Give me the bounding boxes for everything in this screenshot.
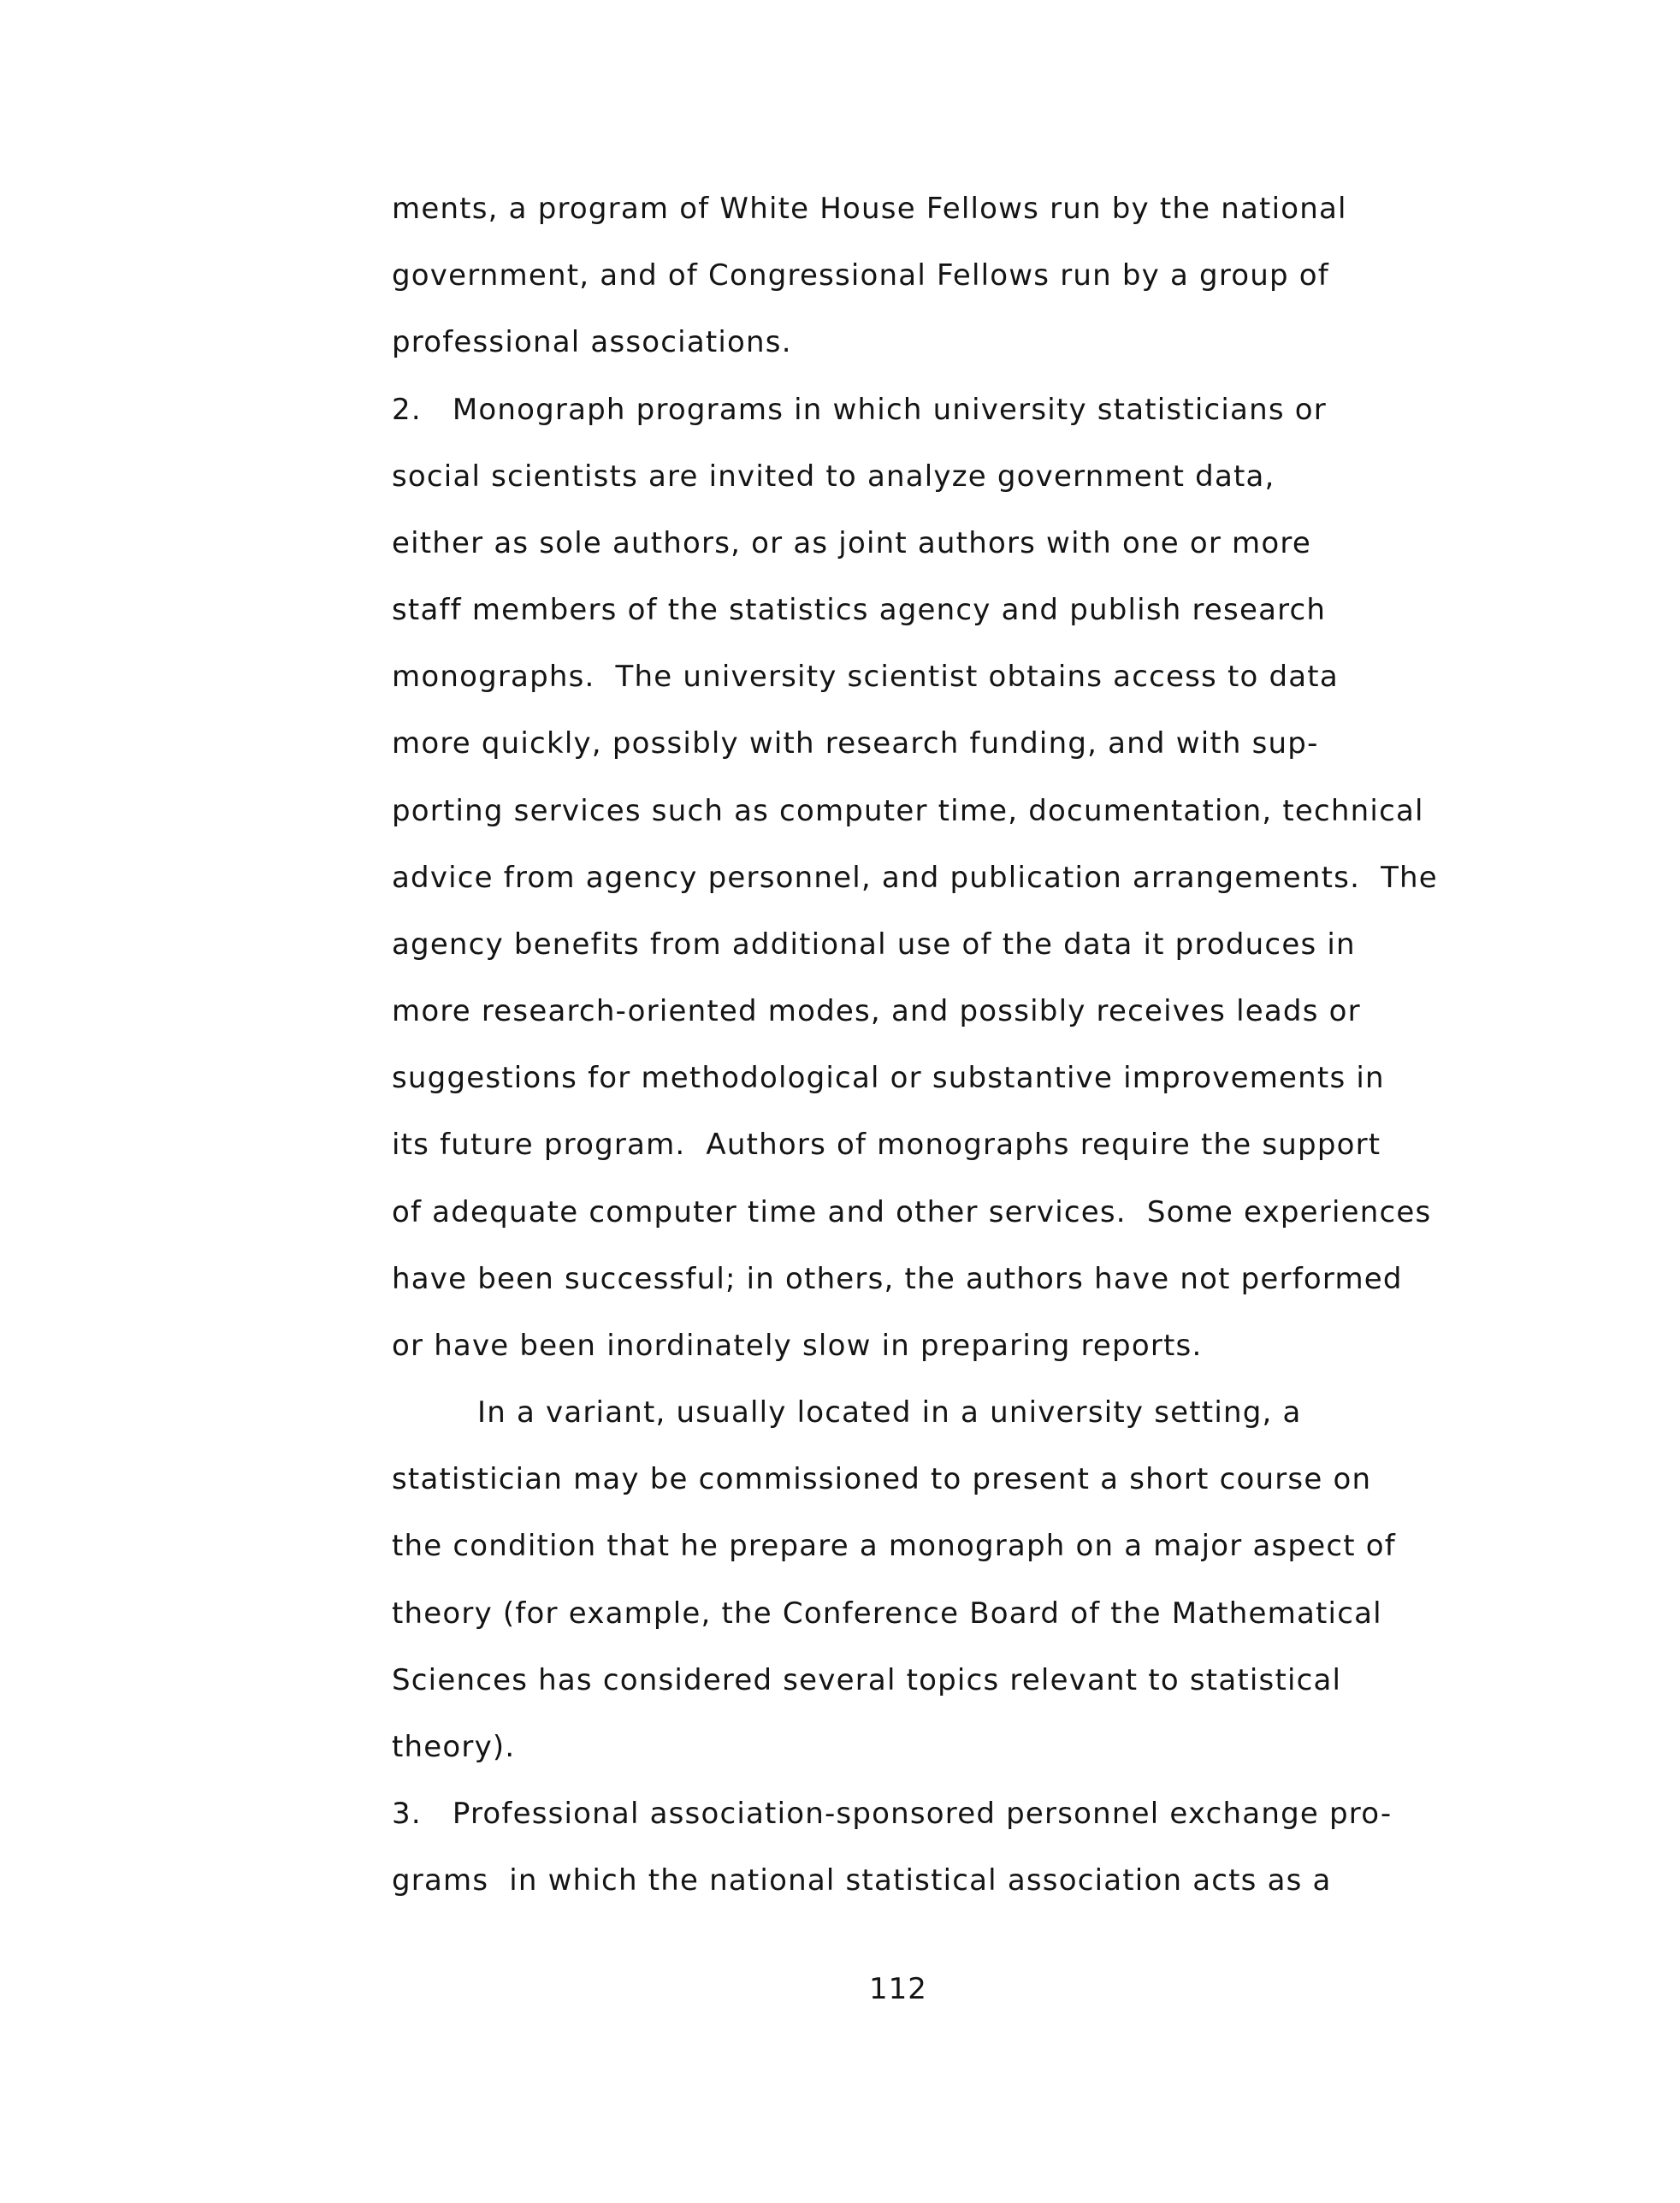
text-line-11: advice from agency personnel, and publication arrangements. The: [392, 861, 1438, 895]
text-line-16: of adequate computer time and other services. Some experiences: [392, 1195, 1432, 1229]
page-number: 112: [869, 1972, 927, 2006]
text-line-14: suggestions for methodological or substantive improvements in: [392, 1061, 1385, 1095]
text-line-24: theory).: [392, 1730, 516, 1764]
text-line-10: porting services such as computer time, documentation, technical: [392, 794, 1424, 828]
text-line-8: monographs. The university scientist obtains access to data: [392, 660, 1339, 694]
text-line-23: Sciences has considered several topics relevant to statistical: [392, 1663, 1342, 1697]
text-line-5: social scientists are invited to analyze government data,: [392, 459, 1275, 494]
text-line-2: government, and of Congressional Fellows run by a group of: [392, 258, 1329, 293]
text-line-15: its future program. Authors of monographs require the support: [392, 1128, 1381, 1162]
text-line-17: have been successful; in others, the authors have not performed: [392, 1262, 1403, 1296]
text-line-7: staff members of the statistics agency and publish research: [392, 593, 1327, 627]
text-line-12: agency benefits from additional use of the data it produces in: [392, 927, 1356, 962]
text-line-3: professional associations.: [392, 325, 792, 359]
text-line-25: 3. Professional association-sponsored personnel exchange pro-: [392, 1797, 1393, 1831]
text-line-6: either as sole authors, or as joint authors with one or more: [392, 526, 1311, 560]
text-line-19: In a variant, usually located in a university setting, a: [477, 1395, 1302, 1430]
text-line-22: theory (for example, the Conference Board of the Mathematical: [392, 1596, 1382, 1631]
text-line-13: more research-oriented modes, and possibly receives leads or: [392, 994, 1361, 1028]
text-line-18: or have been inordinately slow in preparing reports.: [392, 1329, 1203, 1363]
text-line-21: the condition that he prepare a monograph on a major aspect of: [392, 1529, 1396, 1563]
text-line-4: 2. Monograph programs in which university statisticians or: [392, 393, 1327, 427]
text-line-1: ments, a program of White House Fellows run by the national: [392, 192, 1347, 226]
text-line-26: grams in which the national statistical association acts as a: [392, 1863, 1332, 1898]
text-line-20: statistician may be commissioned to present a short course on: [392, 1462, 1372, 1496]
text-line-9: more quickly, possibly with research funding, and with sup-: [392, 726, 1319, 761]
